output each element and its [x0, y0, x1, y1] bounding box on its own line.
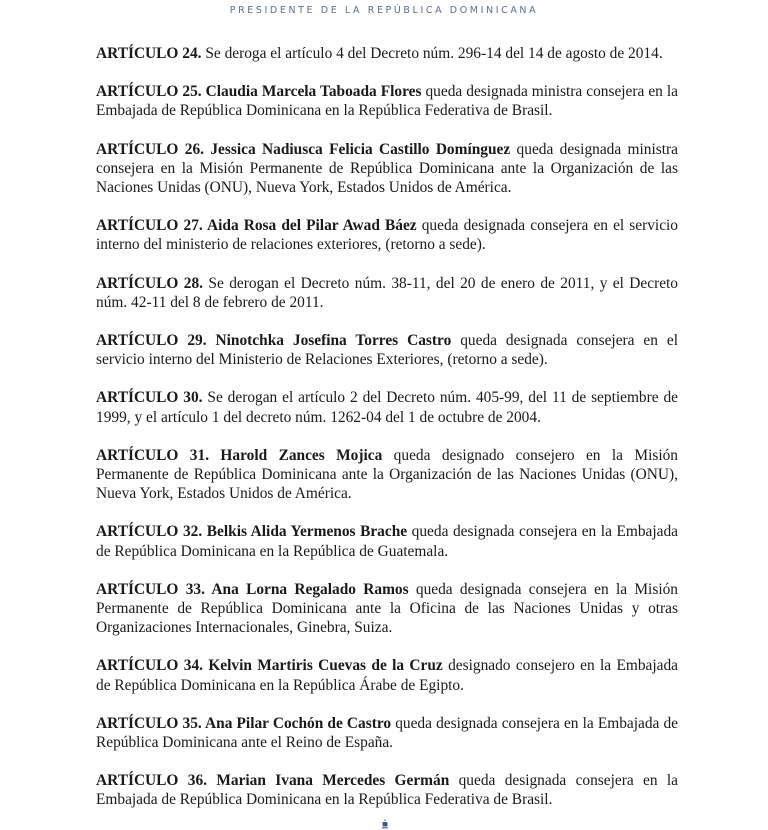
article-31 — [96, 446, 678, 504]
article-text: queda designada ministra consejera en la Misión Permanente de República Dominicana ante la Organización de las Naciones Unidas (ONU), Nueva York, Estados Unidos de América. — [96, 140, 678, 197]
article-person: Ninotchka Josefina Torres Castro — [206, 332, 452, 350]
article-34 — [96, 656, 678, 694]
article-label: ARTÍCULO 31. — [96, 446, 210, 464]
article-text: queda designada ministra consejera en la Embajada de República Dominicana en la República Federativa de Brasil. — [96, 83, 678, 120]
article-label: ARTÍCULO 29. — [96, 332, 207, 350]
article-text: queda designada consejera en la Embajada de República Dominicana en la República Federativa de Brasil. — [96, 772, 679, 809]
article-person: Jessica Nadiusca Felicia Castillo Domínguez — [204, 140, 511, 158]
article-person: Marian Ivana Mercedes Germán — [207, 772, 450, 790]
article-35 — [96, 714, 678, 752]
article-label: ARTÍCULO 26. — [96, 140, 204, 158]
article-29 — [96, 331, 678, 369]
article-text: queda designada consejera en la Misión Permanente de República Dominicana ante la Oficina de las Naciones Unidas y otras Organizaciones Internacionales, Ginebra, Suiza. — [96, 580, 678, 637]
article-label: ARTÍCULO 24. — [96, 45, 202, 62]
article-person: Aida Rosa del Pilar Awad Báez — [202, 217, 417, 235]
document-body — [96, 44, 678, 829]
article-label: ARTÍCULO 30. — [96, 389, 203, 407]
article-label: ARTÍCULO 27. — [96, 217, 203, 235]
article-text: designado consejero en la Embajada de República Dominicana en la República Árabe de Egipto. — [96, 657, 678, 694]
article-text: Se derogan el artículo 2 del Decreto núm. 405-99, del 11 de septiembre de 1999, y el artículo 1 del decreto núm. 1262-04 del 1 de octubre de 2004. — [96, 389, 678, 426]
article-person: Claudia Marcela Taboada Flores — [201, 83, 422, 101]
article-text: queda designada consejera en el servicio interno del ministerio de relaciones exteriores, (retorno a sede). — [96, 217, 678, 254]
article-text: Se deroga el artículo 4 del Decreto núm. 296-14 del 14 de agosto de 2014. — [201, 45, 663, 62]
article-text: queda designado consejero en la Misión Permanente de República Dominicana ante la Organización de las Naciones Unidas (ONU), Nueva York, Estados Unidos de América. — [96, 446, 678, 503]
article-text: queda designada consejera en la Embajada de República Dominicana ante el Reino de España. — [96, 714, 678, 752]
article-36 — [96, 771, 678, 809]
article-person: Ana Pilar Cochón de Castro — [201, 714, 392, 732]
article-26 — [96, 140, 678, 198]
article-person: Harold Zances Mojica — [209, 446, 383, 464]
article-label: ARTÍCULO 25. — [96, 83, 202, 101]
article-label: ARTÍCULO 28. — [96, 274, 204, 292]
article-32 — [96, 522, 678, 560]
article-label: ARTÍCULO 36. — [96, 772, 207, 790]
article-text: Se derogan el Decreto núm. 38-11, del 20 de enero de 2011, y el Decreto núm. 42-11 del 8 de febrero de 2011. — [96, 274, 678, 311]
article-person: Kelvin Martiris Cuevas de la Cruz — [202, 657, 443, 675]
article-label: ARTÍCULO 33. — [96, 580, 205, 598]
article-label: ARTÍCULO 34. — [96, 657, 203, 675]
article-27 — [96, 216, 678, 254]
article-text: queda designada consejera en el servicio interno del Ministerio de Relaciones Exteriores, (retorno a sede). — [96, 332, 678, 369]
article-label: ARTÍCULO 32. — [96, 523, 203, 541]
article-33 — [96, 580, 678, 638]
article-30 — [96, 388, 678, 426]
page-header: PRESIDENTE DE LA REPÚBLICA DOMINICANA — [229, 5, 539, 16]
article-label: ARTÍCULO 35. — [96, 714, 202, 732]
article-person: Ana Lorna Regalado Ramos — [204, 580, 409, 598]
coat-of-arms-icon — [381, 819, 389, 829]
article-25 — [96, 82, 678, 120]
article-24 — [96, 44, 678, 63]
article-person: Belkis Alida Yermenos Brache — [202, 523, 408, 541]
article-28 — [96, 274, 678, 312]
article-text: queda designada consejera en la Embajada de República Dominicana en la República de Guatemala. — [96, 523, 678, 560]
